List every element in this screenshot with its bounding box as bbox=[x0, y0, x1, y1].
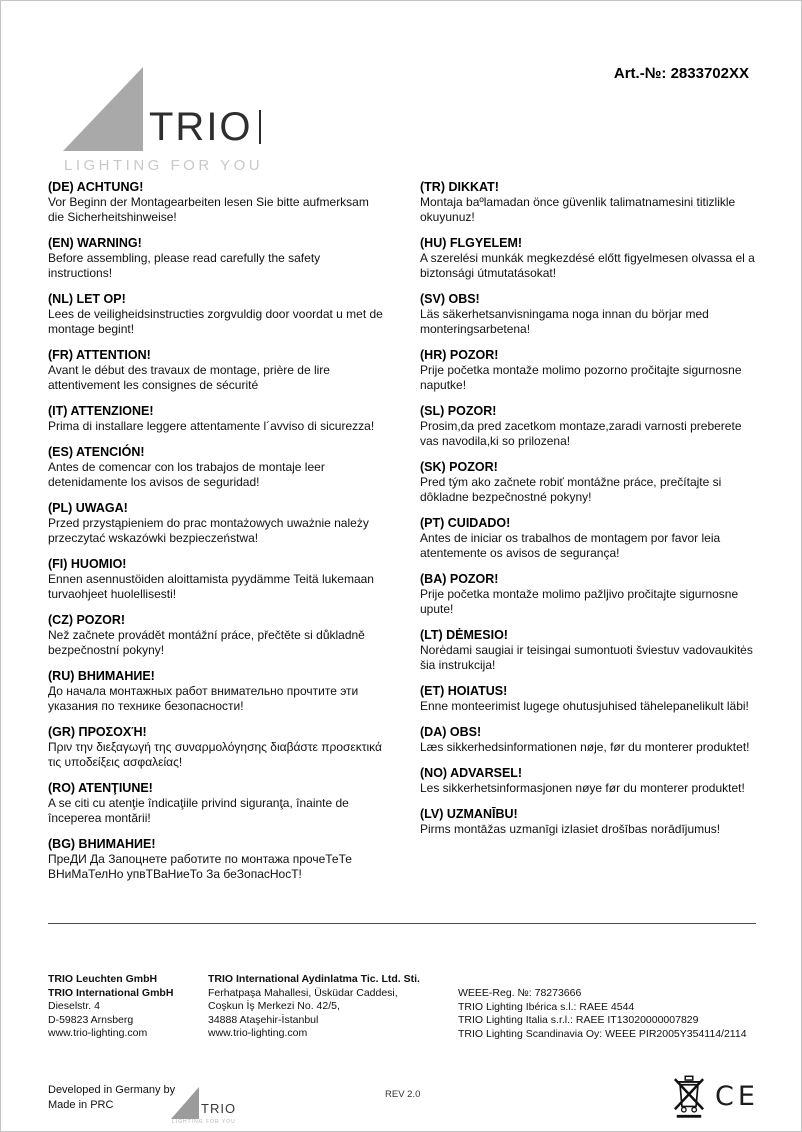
warning-block bbox=[48, 837, 386, 882]
trio-logo-wordmark: TRIO bbox=[201, 1101, 237, 1116]
warning-body: Ennen asennustöiden aloittamista pyydämme Teitä lukemaan turvaohjeet huolellisesti! bbox=[48, 572, 374, 601]
warning-body: Prije početka montaže molimo pažljivo pročitajte sigurnosne upute! bbox=[420, 587, 739, 616]
warning-body: Montaja baºlamadan önce güvenlik talimatnamesini titizlikle okuyunuz! bbox=[420, 195, 736, 224]
footer bbox=[48, 973, 760, 1041]
warning-body: Pirms montāžas uzmanīgi izlasiet drošības norādījumus! bbox=[420, 822, 721, 836]
article-number: Art.-№: 2833702XX bbox=[613, 65, 749, 82]
warning-body: До начала монтажных работ внимательно прочтите эти указания по технике безопасности! bbox=[48, 684, 359, 713]
warning-title: (PL) UWAGA! bbox=[48, 501, 128, 515]
trio-logo-small bbox=[171, 1087, 261, 1132]
footer-address-line: Ferhatpaşa Mahallesi, Üsküdar Caddesi, bbox=[208, 986, 398, 999]
warning-body: Πριν την διεξαγωγή της συναρμολόγησης διαβάστε προσεκτικά τις υποδείξεις ασφαλείας! bbox=[48, 740, 382, 769]
footer-company-name: TRIO International GmbH bbox=[48, 986, 174, 999]
warnings-section bbox=[48, 180, 758, 893]
footer-raee-italia: TRIO Lighting Italia s.r.l.: RAEE IT13020000007829 bbox=[458, 1014, 699, 1026]
warning-title: (BA) POZOR! bbox=[420, 572, 499, 586]
warning-block bbox=[420, 725, 758, 755]
ce-mark: CE bbox=[715, 1081, 759, 1112]
warning-title: (ET) HOIATUS! bbox=[420, 684, 508, 698]
warning-body: Antes de comencar con los trabajos de montaje leer detenidamente los avisos de seguridad! bbox=[48, 460, 325, 489]
footer-company-name: TRIO International Aydinlatma Tic. Ltd. Sti. bbox=[208, 973, 420, 985]
warning-body: Než začnete provádět montážní práce, přečtěte si důkladně bezpečnostní pokyny! bbox=[48, 628, 365, 657]
footer-registrations bbox=[458, 973, 760, 1041]
warning-block bbox=[48, 404, 386, 434]
origin-note-line: Developed in Germany by bbox=[48, 1084, 176, 1096]
warning-body: Prije početka montaže molimo pozorno pročitajte sigurnosne naputke! bbox=[420, 363, 742, 392]
warning-title: (RO) ATENŢIUNE! bbox=[48, 781, 153, 795]
warning-title: (HR) POZOR! bbox=[420, 348, 499, 362]
warning-title: (HU) FLGYELEM! bbox=[420, 236, 523, 250]
warning-body: Antes de iniciar os trabalhos de montagem por favor leia atentemente os avisos de segurança! bbox=[420, 531, 721, 560]
warning-title: (FI) HUOMIO! bbox=[48, 557, 127, 571]
warning-title: (IT) ATTENZIONE! bbox=[48, 404, 154, 418]
warning-body: Läs säkerhetsanvisningama noga innan du börjar med monteringsarbetena! bbox=[420, 307, 709, 336]
warning-block bbox=[420, 807, 758, 837]
warning-title: (NO) ADVARSEL! bbox=[420, 766, 523, 780]
warning-body: ПреДИ Да Запоцнете работите по монтажа прочеТеТе ВНиМаТелНо упвТВаНиеТо За беЗопасНосТ! bbox=[48, 852, 352, 881]
warnings-column-right bbox=[420, 180, 758, 893]
trio-logo-triangle-icon bbox=[171, 1087, 199, 1119]
warning-block bbox=[420, 572, 758, 617]
warning-block bbox=[420, 404, 758, 449]
origin-note-line: Made in PRC bbox=[48, 1099, 114, 1111]
warning-body: Læs sikkerhedsinformationen nøje, før du monterer produktet! bbox=[420, 740, 750, 754]
trio-logo bbox=[63, 67, 283, 175]
warning-block bbox=[420, 236, 758, 281]
footer-address-line: Coşkun İş Merkezi No. 42/5, bbox=[208, 1000, 340, 1012]
weee-crossed-bin-icon bbox=[673, 1075, 705, 1124]
warning-block bbox=[48, 613, 386, 658]
warning-block bbox=[48, 236, 386, 281]
warning-title: (GR) ΠΡΟΣΟΧΉ! bbox=[48, 725, 147, 739]
footer-weee-scandinavia: TRIO Lighting Scandinavia Oy: WEEE PIR2005Y354114/2114 bbox=[458, 1027, 747, 1040]
warning-block bbox=[420, 766, 758, 796]
warning-title: (SK) POZOR! bbox=[420, 460, 498, 474]
warning-body: A se citi cu atenţie îndicaţiile privind siguranţa, înainte de începerea montării! bbox=[48, 796, 349, 825]
warning-title: (EN) WARNING! bbox=[48, 236, 142, 250]
warning-block bbox=[420, 516, 758, 561]
website-link[interactable]: www.trio-lighting.com bbox=[208, 1027, 308, 1039]
warning-block bbox=[420, 628, 758, 673]
footer-address-germany bbox=[48, 973, 208, 1041]
warning-title: (CZ) POZOR! bbox=[48, 613, 126, 627]
warning-block bbox=[48, 781, 386, 826]
warning-block bbox=[420, 292, 758, 337]
footer-address-line: D-59823 Arnsberg bbox=[48, 1013, 134, 1026]
warning-title: (NL) LET OP! bbox=[48, 292, 126, 306]
warning-body: Pred tým ako začnete robiť montážne práce, prečítajte si dôkladne bezpečnostné pokyny! bbox=[420, 475, 722, 504]
footer-divider bbox=[48, 923, 756, 924]
warning-title: (BG) ВНИМАНИЕ! bbox=[48, 837, 156, 851]
warning-block bbox=[420, 180, 758, 225]
warning-title: (ES) ATENCIÓN! bbox=[48, 445, 145, 459]
footer-address-line: Dieselstr. 4 bbox=[48, 1000, 100, 1012]
warning-block bbox=[48, 557, 386, 602]
warning-title: (LT) DĖMESIO! bbox=[420, 628, 508, 642]
warning-block bbox=[48, 348, 386, 393]
warning-title: (DA) OBS! bbox=[420, 725, 482, 739]
warning-title: (RU) ВНИМАНИЕ! bbox=[48, 669, 155, 683]
warning-body: Les sikkerhetsinformasjonen nøye før du monterer produktet! bbox=[420, 781, 745, 795]
warning-title: (SL) POZOR! bbox=[420, 404, 497, 418]
trio-logo-tagline: LIGHTING FOR YOU bbox=[64, 157, 264, 174]
warning-body: Lees de veiligheidsinstructies zorgvuldig door voordat u met de montage begint! bbox=[48, 307, 383, 336]
warning-title: (FR) ATTENTION! bbox=[48, 348, 151, 362]
footer-weee-reg: WEEE-Reg. №: 78273666 bbox=[458, 987, 582, 999]
revision-label: REV 2.0 bbox=[385, 1089, 421, 1100]
origin-note bbox=[48, 1083, 175, 1113]
footer-address-line: 34888 Ataşehir-İstanbul bbox=[208, 1013, 319, 1026]
trio-logo-wordmark: TRIO bbox=[149, 105, 261, 150]
footer-company-name: TRIO Leuchten GmbH bbox=[48, 973, 158, 985]
warning-title: (SV) OBS! bbox=[420, 292, 480, 306]
warning-body: A szerelési munkák megkezdésé előtt figyelmesen olvassa el a biztonsági útmutatásokat! bbox=[420, 251, 755, 280]
warning-body: Avant le début des travaux de montage, prière de lire attentivement les consignes de sécurité bbox=[48, 363, 330, 392]
warning-body: Enne monteerimist lugege ohutusjuhised tähelepanelikult läbi! bbox=[420, 699, 749, 713]
warning-block bbox=[48, 180, 386, 225]
warnings-column-left bbox=[48, 180, 386, 893]
footer-raee-iberica: TRIO Lighting Ibérica s.l.: RAEE 4544 bbox=[458, 1000, 635, 1013]
warning-title: (DE) ACHTUNG! bbox=[48, 180, 144, 194]
warning-body: Before assembling, please read carefully the safety instructions! bbox=[48, 251, 321, 280]
warning-body: Przed przystąpieniem do prac montażowych uważnie należy przeczytać wskazówki bezpieczeństwa! bbox=[48, 516, 369, 545]
warning-title: (PT) CUIDADO! bbox=[420, 516, 511, 530]
warning-body: Prima di installare leggere attentamente l´avviso di sicurezza! bbox=[48, 419, 375, 433]
footer-address-turkey bbox=[208, 973, 458, 1041]
warning-block bbox=[420, 460, 758, 505]
warning-block bbox=[48, 501, 386, 546]
warning-block bbox=[48, 445, 386, 490]
warning-block bbox=[48, 725, 386, 770]
warning-title: (TR) DIKKAT! bbox=[420, 180, 499, 194]
warning-body: Norėdami saugiai ir teisingai sumontuoti šviestuv vadovaukitės šia instrukcija! bbox=[420, 643, 753, 672]
trio-logo-triangle-icon bbox=[63, 67, 143, 151]
warning-block bbox=[420, 348, 758, 393]
warning-body: Prosim,da pred zacetkom montaze,zaradi varnosti preberete vas navodila,ki so prilozena! bbox=[420, 419, 742, 448]
website-link[interactable]: www.trio-lighting.com bbox=[48, 1027, 148, 1039]
warning-block bbox=[48, 292, 386, 337]
warning-block bbox=[420, 684, 758, 714]
warning-title: (LV) UZMANĪBU! bbox=[420, 807, 518, 821]
warning-body: Vor Beginn der Montagearbeiten lesen Sie bitte aufmerksam die Sicherheitshinweise! bbox=[48, 195, 369, 224]
warning-block bbox=[48, 669, 386, 714]
trio-logo-tagline: LIGHTING FOR YOU bbox=[172, 1119, 236, 1125]
